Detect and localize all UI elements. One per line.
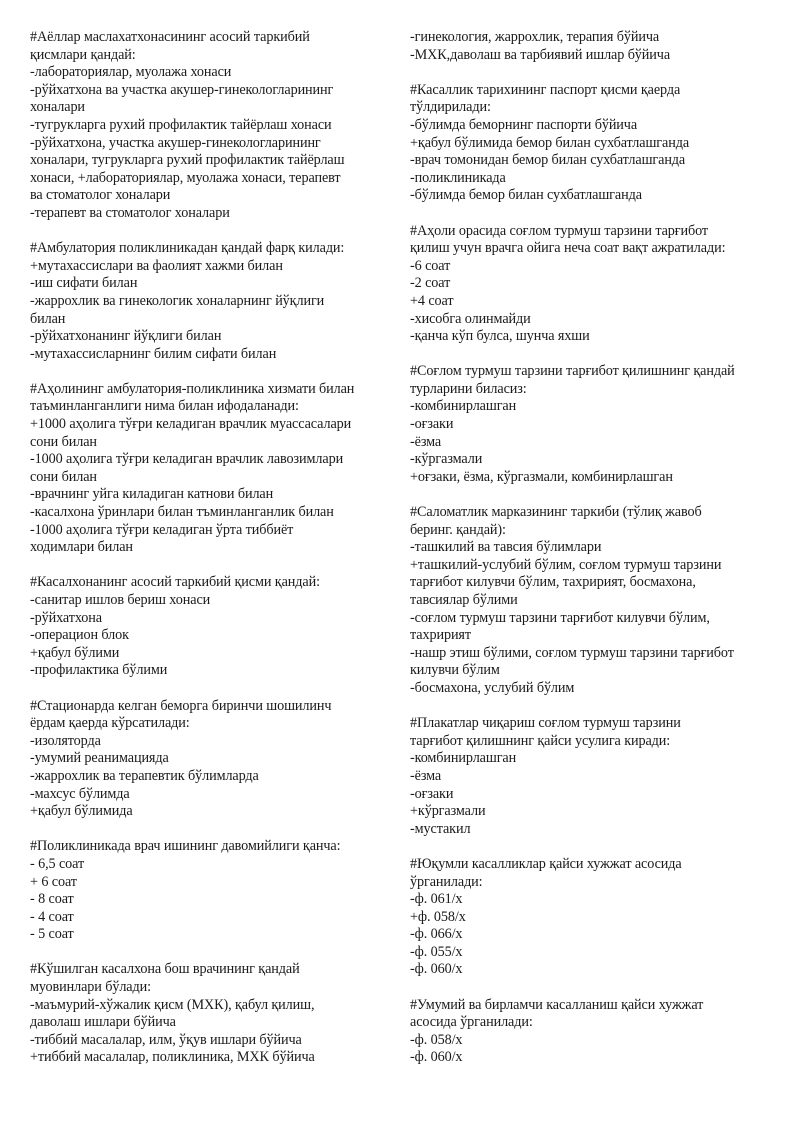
question-text: #Кўшилган касалхона бош врачининг қандай: [30, 961, 300, 978]
right-column: [410, 29, 775, 1085]
question-block: [410, 715, 775, 838]
text-line: +мутахассислари ва фаолият хажми билан: [30, 257, 283, 274]
question-block: [30, 574, 392, 680]
text-line: ёрдам қаерда кўрсатилади:: [30, 715, 190, 732]
text-line: -ташкилий ва тавсия бўлимлари: [410, 539, 602, 556]
question-text: #Стационарда келган беморга биринчи шошилинч: [30, 697, 332, 714]
question-text: #Касаллик тарихининг паспорт қисми қаерда: [410, 81, 681, 98]
text-line: +қабул бўлими: [30, 644, 120, 661]
text-line: -умумий реанимацияда: [30, 750, 169, 767]
question-block: [30, 698, 392, 821]
text-line: -профилактика бўлими: [30, 662, 168, 679]
text-line: -1000 аҳолига тўғри келадиган врачлик лавозимлари: [30, 451, 344, 468]
text-line: - 6,5 соат: [30, 855, 85, 872]
text-line: - 4 соат: [30, 908, 74, 925]
question-text: #Поликлиникада врач ишининг давомийлиги қанча:: [30, 838, 341, 855]
text-line: -ф. 060/х: [410, 1049, 463, 1066]
text-line: +қабул бўлимида: [30, 803, 133, 820]
text-line: -жаррохлик ва гинекологик хоналарнинг йўқлиги: [30, 292, 325, 309]
text-line: +1000 аҳолига тўғри келадиган врачлик муассасалари: [30, 416, 352, 433]
question-text: #Плакатлар чиқариш соғлом турмуш тарзини: [410, 715, 681, 732]
text-line: ўрганилади:: [410, 873, 483, 890]
text-line: таъминланганлиги нима билан ифодаланади:: [30, 398, 299, 415]
text-line: -касалхона ўринлари билан тъминланганлик билан: [30, 504, 334, 521]
text-line: -хисобга олинмайди: [410, 310, 531, 327]
text-line: -ёзма: [410, 433, 442, 450]
text-line: -МХК,даволаш ва тарбиявий ишлар бўйича: [410, 46, 671, 63]
text-line: сони билан: [30, 468, 97, 485]
left-column: [30, 29, 392, 1085]
text-line: -ф. 055/х: [410, 943, 463, 960]
text-line: -бўлимда беморнинг паспорти бўйича: [410, 116, 638, 133]
text-line: -тиббий масалалар, илм, ўқув ишлари бўйича: [30, 1031, 302, 1048]
text-line: тавсиялар бўлими: [410, 592, 518, 608]
question-block: [410, 29, 775, 64]
text-line: -изоляторда: [30, 732, 101, 749]
text-line: -рўйхатхона: [30, 609, 102, 626]
text-line: + 6 соат: [30, 873, 77, 890]
text-line: -поликлиникада: [410, 169, 506, 186]
text-line: +4 соат: [410, 292, 454, 309]
text-line: қилиш учун врачга ойига неча соат вақт ажратилади:: [410, 240, 726, 257]
text-line: -врачнинг уйга киладиган катнови билан: [30, 486, 274, 503]
question-text: #Юқумли касалликлар қайси хужжат асосида: [410, 855, 682, 872]
text-line: -соғлом турмуш тарзини тарғибот килувчи бўлим,: [410, 609, 710, 626]
question-text: #Аҳоли орасида соғлом турмуш тарзини тарғибот: [410, 222, 709, 239]
text-line: -ф. 066/х: [410, 926, 463, 943]
text-line: ходимлари билан: [30, 539, 133, 556]
question-text: #Амбулатория поликлиникадан қандай фарқ килади:: [30, 240, 345, 257]
text-line: -рўйхатхона, участка акушер-гинекологларининг: [30, 134, 321, 151]
question-block: [30, 838, 392, 944]
text-line: - 5 соат: [30, 926, 74, 943]
text-line: хоналари: [30, 99, 85, 116]
question-text: #Касалхонанинг асосий таркибий қисми қандай:: [30, 574, 320, 591]
text-line: -комбинирлашган: [410, 750, 517, 767]
text-line: -бўлимда бемор билан сухбатлашганда: [410, 187, 642, 204]
text-line: -ф. 060/х: [410, 961, 463, 978]
text-line: -маъмурий-хўжалик қисм (МХК), қабул қилиш,: [30, 996, 315, 1013]
text-line: -оғзаки: [410, 785, 454, 802]
text-line: турларини биласиз:: [410, 380, 527, 397]
text-line: -ёзма: [410, 767, 442, 784]
text-line: билан: [30, 310, 66, 327]
text-line: -махсус бўлимда: [30, 785, 130, 802]
question-text: #Соғлом турмуш тарзини тарғибот қилишнинг қандай: [410, 363, 735, 380]
question-block: [30, 29, 392, 223]
text-line: қисмлари қандай:: [30, 46, 136, 63]
text-line: -врач томонидан бемор билан сухбатлашганда: [410, 152, 686, 169]
question-text: #Аҳолининг амбулатория-поликлиника хизмати билан: [30, 380, 355, 397]
text-line: асосида ўрганилади:: [410, 1014, 533, 1031]
text-line: -гинекология, жаррохлик, терапия бўйича: [410, 29, 660, 45]
text-line: -нашр этиш бўлими, соғлом турмуш тарзини тарғибот: [410, 644, 734, 661]
question-block: [30, 240, 392, 363]
question-text: #Саломатлик марказининг таркиби (тўлиқ жавоб: [410, 504, 702, 521]
text-line: -терапевт ва стоматолог хоналари: [30, 204, 230, 221]
text-line: муовинлари бўлади:: [30, 979, 151, 996]
question-block: [410, 856, 775, 979]
text-line: тахририят: [410, 627, 471, 644]
text-line: +ташкилий-услубий бўлим, соғлом турмуш тарзини: [410, 556, 722, 573]
text-line: -рўйхатхона ва участка акушер-гинекологларининг: [30, 81, 334, 98]
text-line: ва стоматолог хоналари: [30, 187, 171, 204]
text-line: +ф. 058/х: [410, 908, 466, 925]
text-line: -1000 аҳолига тўғри келадиган ўрта тиббиёт: [30, 521, 294, 538]
text-line: -мустакил: [410, 820, 471, 837]
question-block: [410, 504, 775, 698]
text-line: хонаси, +лабораториялар, муолажа хонаси, терапевт: [30, 169, 341, 186]
text-line: -рўйхатхонанинг йўқлиги билан: [30, 328, 222, 345]
question-block: [410, 82, 775, 205]
question-block: [410, 997, 775, 1067]
text-line: -санитар ишлов бериш хонаси: [30, 592, 211, 608]
text-line: -ф. 058/х: [410, 1031, 463, 1048]
text-line: -қанча кўп булса, шунча яхши: [410, 328, 590, 345]
text-line: даволаш ишлари бўйича: [30, 1014, 176, 1031]
text-line: сони билан: [30, 433, 97, 450]
question-block: [30, 381, 392, 557]
text-line: +кўргазмали: [410, 803, 486, 820]
text-line: +қабул бўлимида бемор билан сухбатлашганда: [410, 134, 690, 151]
question-text: #Умумий ва бирламчи касалланиш қайси хужжат: [410, 996, 704, 1013]
text-line: +оғзаки, ёзма, кўргазмали, комбинирлашган: [410, 468, 673, 485]
text-line: -6 соат: [410, 257, 451, 274]
text-line: хоналари, тугрукларга рухий профилактик тайёрлаш: [30, 152, 345, 169]
text-line: -жаррохлик ва терапевтик бўлимларда: [30, 767, 259, 784]
text-line: -иш сифати билан: [30, 275, 138, 292]
text-line: тарғибот қилишнинг қайси усулига киради:: [410, 732, 671, 749]
text-line: -кўргазмали: [410, 451, 483, 468]
text-line: -лабораториялар, муолажа хонаси: [30, 64, 232, 81]
text-line: беринг. қандай):: [410, 521, 506, 538]
text-line: -операцион блок: [30, 627, 129, 644]
text-line: -мутахассисларнинг билим сифати билан: [30, 345, 277, 362]
text-line: -тугрукларга рухий профилактик тайёрлаш хонаси: [30, 116, 332, 133]
text-line: -ф. 061/х: [410, 891, 463, 908]
text-line: +тиббий масалалар, поликлиника, МХК бўйича: [30, 1049, 315, 1066]
question-block: [30, 961, 392, 1067]
question-block: [410, 223, 775, 346]
text-line: -комбинирлашган: [410, 398, 517, 415]
question-text: #Аёллар маслахатхонасининг асосий таркибий: [30, 29, 310, 45]
text-line: - 8 соат: [30, 891, 74, 908]
text-line: -босмахона, услубий бўлим: [410, 679, 575, 696]
text-line: тўлдирилади:: [410, 99, 491, 116]
text-line: тарғибот килувчи бўлим, тахририят, босмахона,: [410, 574, 696, 591]
text-line: килувчи бўлим: [410, 662, 500, 679]
question-block: [410, 363, 775, 486]
text-line: -2 соат: [410, 275, 451, 292]
text-line: -оғзаки: [410, 416, 454, 433]
